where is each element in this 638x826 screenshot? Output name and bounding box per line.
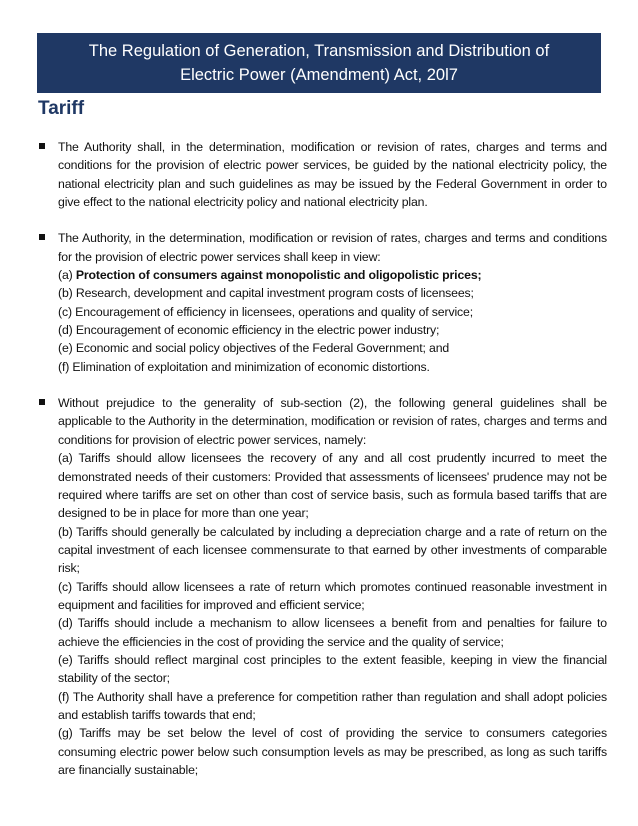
guideline-a: (a) Tariffs should allow licensees the recovery of any and all cost prudently incurred to meet the demonstrated needs of their customers: Provided that assessments of licensees' prudence may not be required where tariffs are set on other than cost of service basis, such as formula based tariffs that are designed to be in place for more than one year; — [58, 451, 607, 521]
point-b: (b) Research, development and capital investment program costs of licensees; — [58, 286, 474, 301]
list-item — [38, 229, 607, 376]
guideline-d: (d) Tariffs should include a mechanism to allow licensees a benefit from and penalties for failure to achieve the efficiencies in the cost of providing the service and the quality of service; — [58, 616, 607, 649]
point-f: (f) Elimination of exploitation and minimization of economic distortions. — [58, 359, 430, 374]
item-intro: The Authority, in the determination, modification or revision of rates, charges and terms and conditions for the provision of electric power services shall keep in view: — [58, 231, 607, 264]
list-item — [38, 394, 607, 779]
point-a — [58, 266, 607, 284]
bullet-icon — [39, 399, 45, 405]
banner-title-line-2: Electric Power (Amendment) Act, 20l7 — [180, 66, 458, 84]
title-banner — [37, 33, 601, 93]
point-d: (d) Encouragement of economic efficiency in the electric power industry; — [58, 323, 440, 338]
item-paragraph: The Authority shall, in the determination, modification or revision of rates, charges and terms and conditions for the provision of electric power services, be guided by the national electricity policy, the national electricity plan and such guidelines as may be issued by the Federal Government in order to give effect to the national electricity policy and national electricity plan. — [58, 140, 607, 210]
guideline-f: (f) The Authority shall have a preference for competition rather than regulation and shall adopt policies and establish tariffs towards that end; — [58, 689, 607, 722]
guideline-c: (c) Tariffs should allow licensees a rate of return which promotes continued reasonable investment in equipment and facilities for improved and efficient service; — [58, 579, 607, 612]
point-e: (e) Economic and social policy objectives of the Federal Government; and — [58, 341, 450, 356]
guideline-b: (b) Tariffs should generally be calculated by including a depreciation charge and a rate of return on the capital investment of each licensee commensurate to that earned by other investments of comparable risk; — [58, 524, 607, 576]
banner-title-line-1: The Regulation of Generation, Transmission and Distribution of — [88, 42, 550, 60]
item-intro: Without prejudice to the generality of sub-section (2), the following general guidelines shall be applicable to the Authority in the determination, modification or revision of rates, charges and terms and conditions for provision of electric power services, namely: — [58, 396, 607, 447]
section-heading: Tariff — [38, 98, 85, 119]
point-c: (c) Encouragement of efficiency in licensees, operations and quality of service; — [58, 304, 473, 319]
guideline-g: (g) Tariffs may be set below the level of cost of providing the service to consumers categories consuming electric power below such consumption levels as may be prescribed, as long as such tariffs are financially sustainable; — [58, 726, 607, 777]
point-a-prefix: (a) — [58, 268, 76, 283]
bullet-icon — [39, 234, 45, 240]
list-item — [38, 138, 607, 211]
point-a-emphasis: Protection of consumers against monopolistic and oligopolistic prices; — [75, 268, 482, 283]
bullet-icon — [39, 143, 45, 149]
document-body — [38, 138, 607, 779]
guideline-e: (e) Tariffs should reflect marginal cost principles to the extent feasible, keeping in view the financial stability of the sector; — [58, 652, 607, 686]
